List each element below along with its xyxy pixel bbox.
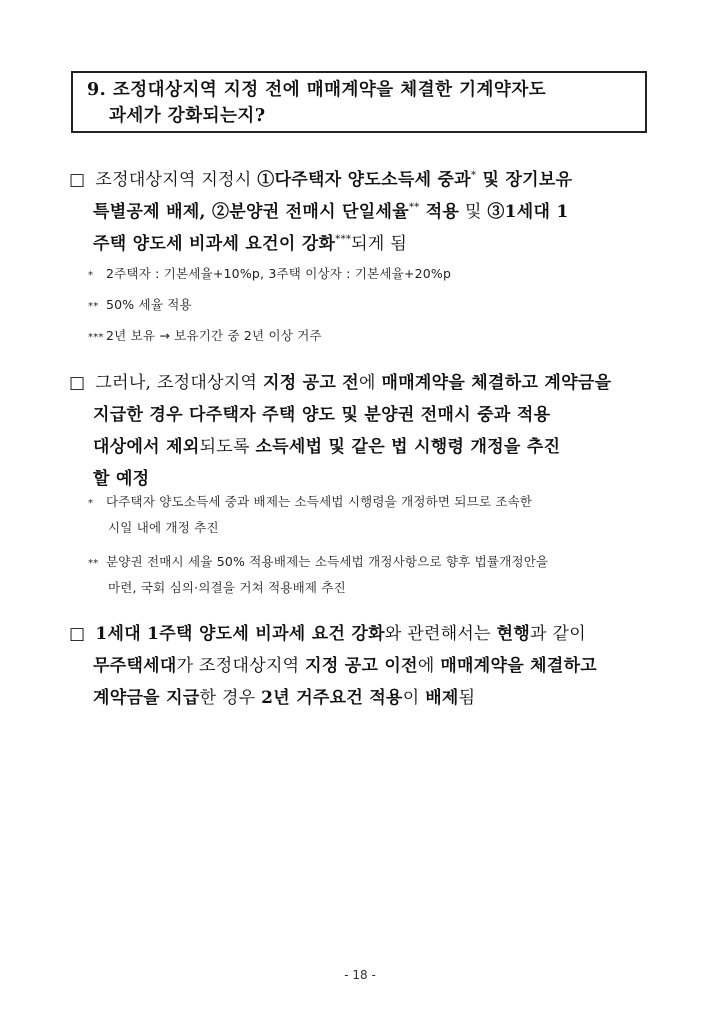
- note-mark: *: [88, 498, 94, 509]
- para1-sup-3: ***: [335, 234, 352, 245]
- para2-bold-1: 지정 공고 전: [262, 373, 360, 393]
- para1-bold-4: 적용: [419, 202, 460, 222]
- para2-bold-5: 소득세법 및 같은 법 시행령 개정을 추진: [255, 437, 561, 457]
- para3-text-5: 한 경우: [199, 688, 262, 708]
- note-mark: *: [88, 270, 94, 281]
- checkbox-bullet: □: [69, 373, 86, 393]
- page-number: - 18 -: [344, 968, 376, 982]
- para3-bold-8: 배제: [425, 688, 459, 708]
- para1-text-1: 조정대상지역 지정시: [95, 170, 258, 190]
- para1-text-3: 되게 됨: [351, 234, 408, 254]
- note-mark: **: [88, 558, 99, 569]
- paragraph-1: [69, 164, 661, 260]
- para2-text-3: 되도록: [199, 437, 256, 457]
- notes-2: [88, 490, 663, 600]
- para1-sup-2: **: [408, 202, 420, 213]
- question-line-2: 과세가 강화되는지?: [109, 106, 266, 126]
- para3-bold-2: 현행: [496, 624, 531, 644]
- para1-bold-1: ①다주택자 양도소득세 중과: [257, 170, 471, 190]
- para3-bold-4: 지정 공고 이전: [305, 656, 418, 676]
- note-text: 2년 보유 → 보유기간 중 2년 이상 거주: [106, 328, 322, 343]
- para3-text-1: 와 관련해서는: [384, 624, 497, 644]
- para2-bold-6: 할 예정: [93, 469, 150, 489]
- para1-bold-2: 및 장기보유: [476, 170, 573, 190]
- para3-bold-1: 1세대 1주택 양도세 비과세 요건 강화: [95, 624, 385, 644]
- note-text-cont: 시일 내에 개정 추진: [108, 520, 219, 535]
- note-mark: **: [88, 301, 99, 312]
- para3-bold-5: 매매계약을 체결하고: [440, 656, 598, 676]
- note-text: 50% 세율 적용: [106, 297, 192, 312]
- para3-text-7: 됨: [458, 688, 476, 708]
- notes-1: [88, 262, 663, 350]
- para3-bold-3: 무주택세대: [93, 656, 177, 676]
- paragraph-3: [69, 618, 661, 714]
- para1-sup-1: *: [470, 170, 477, 181]
- question-line-1: 9. 조정대상지역 지정 전에 매매계약을 체결한 기계약자도: [87, 80, 547, 100]
- para2-bold-2: 매매계약을 체결하고 계약금을: [381, 373, 612, 393]
- para3-bold-6: 계약금을 지급: [93, 688, 200, 708]
- para1-bold-3: 특별공제 배제, ②분양권 전매시 단일세율: [93, 202, 409, 222]
- para1-bold-5: ③1세대 1: [487, 202, 569, 222]
- paragraph-2: [69, 367, 661, 495]
- para3-text-2: 과 같이: [530, 624, 586, 644]
- note-text: 다주택자 양도소득세 중과 배제는 소득세법 시행령을 개정하면 되므로 조속한: [106, 494, 533, 509]
- para3-text-4: 에: [417, 656, 441, 676]
- para3-bold-7: 2년 거주요건 적용: [261, 688, 403, 708]
- note-text: 2주택자 : 기본세율+10%p, 3주택 이상자 : 기본세율+20%p: [106, 266, 452, 281]
- para2-text-1: 그러나, 조정대상지역: [95, 373, 263, 393]
- question-box: [71, 71, 647, 133]
- note-text-cont: 마련, 국회 심의·의결을 거쳐 적용배제 추진: [108, 580, 346, 595]
- para2-text-2: 에: [359, 373, 382, 393]
- para3-text-3: 가 조정대상지역: [176, 656, 306, 676]
- para1-bold-6: 주택 양도세 비과세 요건이 강화: [93, 234, 336, 254]
- para3-text-6: 이: [402, 688, 426, 708]
- para2-bold-3: 지급한 경우 다주택자 주택 양도 및 분양권 전매시 중과 적용: [93, 405, 551, 425]
- checkbox-bullet: □: [69, 170, 86, 190]
- para2-bold-4: 대상에서 제외: [93, 437, 200, 457]
- note-mark: ***: [88, 332, 104, 343]
- note-text: 분양권 전매시 세율 50% 적용배제는 소득세법 개정사항으로 향후 법률개정안을: [106, 554, 549, 569]
- para1-text-2: 및: [459, 202, 488, 222]
- checkbox-bullet: □: [69, 624, 86, 644]
